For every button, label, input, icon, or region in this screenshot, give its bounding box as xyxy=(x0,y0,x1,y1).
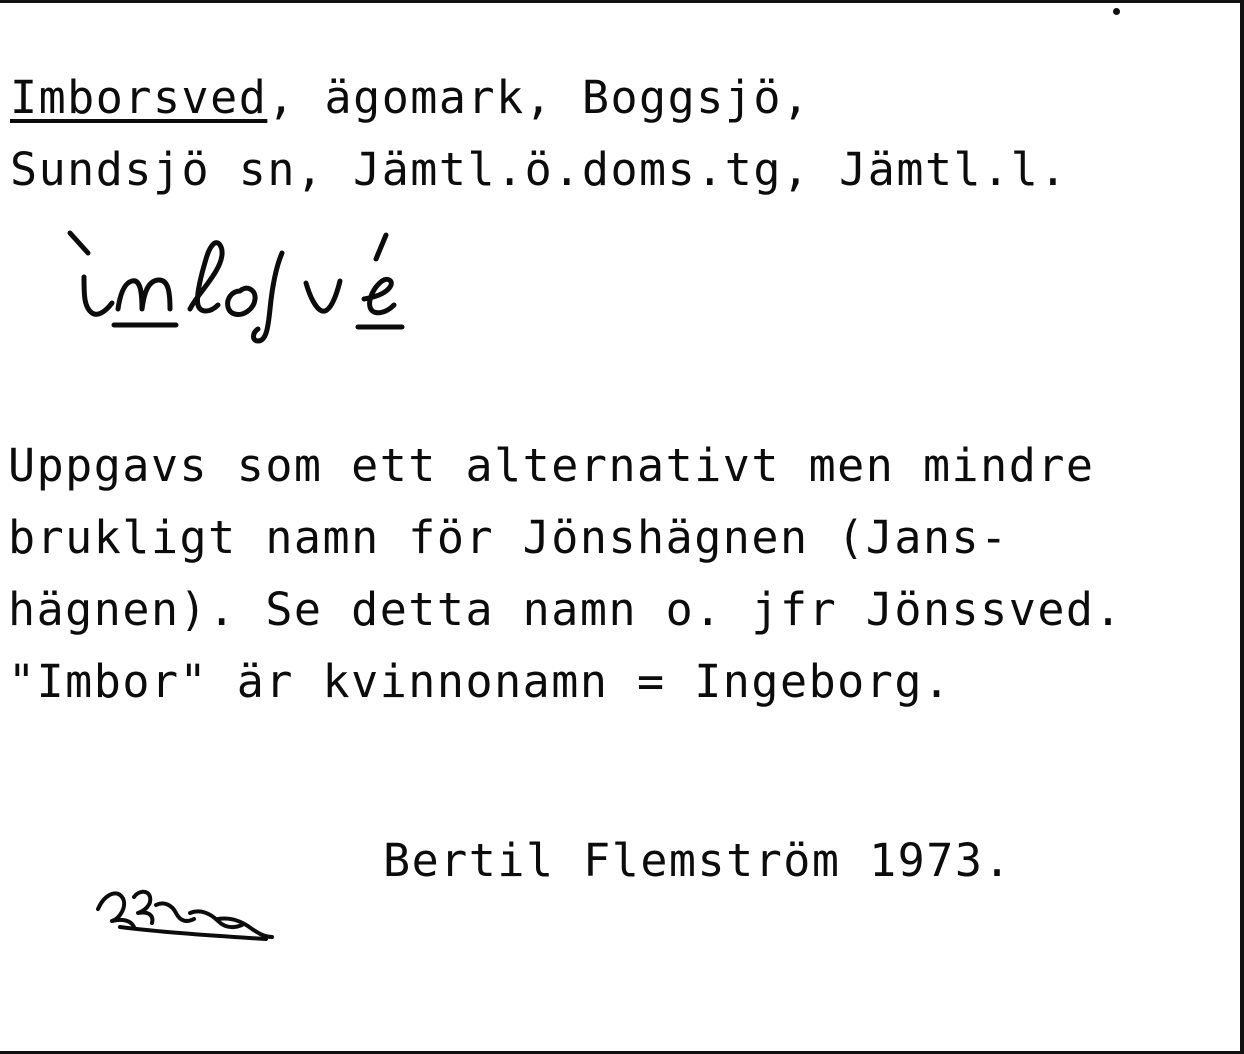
body-line-1: Uppgavs som ett alternativt men mindre xyxy=(8,439,1095,492)
body-line-3: hägnen). Se detta namn o. jfr Jönssved. xyxy=(8,583,1124,636)
body-line-4: "Imbor" är kvinnonamn = Ingeborg. xyxy=(8,655,952,708)
place-line: Sundsjö sn, Jämtl.ö.doms.tg, Jämtl.l. xyxy=(10,143,1068,196)
card-top-border xyxy=(0,0,1244,3)
phonetic-transcription-handwriting xyxy=(40,205,510,345)
handwritten-signature xyxy=(90,875,290,955)
scan-speck xyxy=(1113,8,1120,15)
headword-line xyxy=(10,62,811,134)
author-signature-line: Bertil Flemström 1973. xyxy=(383,834,1013,887)
headword: Imborsved xyxy=(10,71,268,124)
headword-line-rest: , ägomark, Boggsjö, xyxy=(267,71,811,124)
card-right-border xyxy=(1240,0,1244,1054)
body-line-2: brukligt namn för Jönshägnen (Jans- xyxy=(8,511,1009,564)
body-text xyxy=(8,430,1123,718)
